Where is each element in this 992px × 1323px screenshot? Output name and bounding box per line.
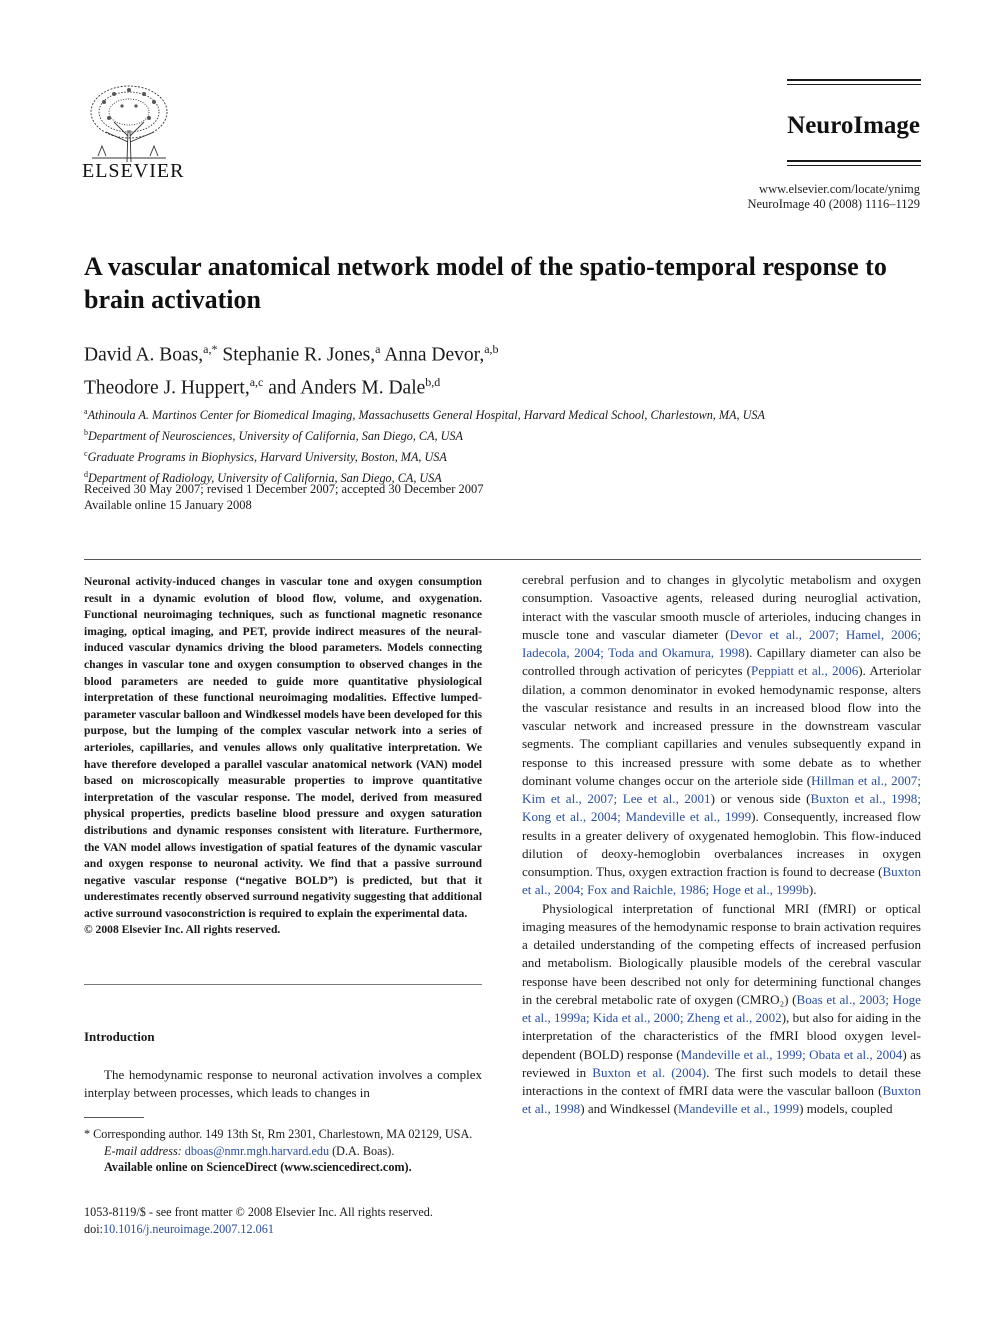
author-affil-sup: a,b	[484, 342, 499, 356]
citation-link[interactable]: Buxton et al. (2004)	[592, 1064, 707, 1080]
issn-line: 1053-8119/$ - see front matter © 2008 Elsevier Inc. All rights reserved.	[84, 1205, 433, 1219]
abstract-rule-top	[84, 559, 921, 560]
affiliation-text: Department of Neurosciences, University of California, San Diego, CA, USA	[88, 429, 463, 444]
paragraph-text: ) and Windkessel (	[580, 1101, 678, 1117]
header-rule-top-thin	[787, 84, 921, 85]
journal-meta	[747, 182, 920, 212]
paragraph-text: ) models, coupled	[799, 1101, 893, 1117]
citation-link[interactable]: Buxton et al., 1998; Kong et al., 2004; Mandeville et al., 1999	[522, 791, 921, 825]
paragraph-text: ).	[808, 882, 817, 898]
doi-link[interactable]: 10.1016/j.neuroimage.2007.12.061	[102, 1221, 274, 1236]
header-rule-bottom	[787, 160, 921, 162]
email-label: E-mail address:	[104, 1143, 182, 1158]
affiliation-list	[84, 403, 904, 487]
email-suffix: (D.A. Boas).	[332, 1143, 395, 1158]
available-date: Available online 15 January 2008	[84, 498, 252, 512]
affiliation	[84, 403, 904, 424]
affiliation-sup: a	[84, 407, 88, 416]
abstract	[84, 574, 482, 939]
citation-link[interactable]: Buxton et al., 2004; Fox and Raichle, 1986; Hoge et al., 1999b	[522, 864, 921, 898]
body-paragraph	[522, 571, 921, 900]
corresponding-author-note: * Corresponding author. 149 13th St, Rm 2301, Charlestown, MA 02129, USA.	[84, 1127, 473, 1141]
footnote-rule	[84, 1117, 144, 1118]
author-name[interactable]: Theodore J. Huppert,	[84, 377, 250, 398]
paragraph-text: Physiological interpretation of functional MRI (fMRI) or optical imaging measures of the hemodynamic response to brain activation requires a detailed understanding of the competing effects of increased perfusion and metabolism. Biologically plausible models of the cerebral vascular response have been described not only for determining functional changes in the cerebral metabolic rate of oxygen (CMRO₂) (	[522, 900, 921, 1007]
publisher-name: ELSEVIER	[82, 160, 185, 182]
author-list	[84, 336, 784, 401]
paragraph-text: cerebral perfusion and to changes in glycolytic metabolism and oxygen consumption. Vasoactive agents, released during neuroglial activation, interact with the vascular smooth muscle of arterioles, inducing changes in muscle tone and vascular diameter (	[522, 572, 921, 642]
affiliation-sup: c	[84, 449, 88, 459]
affiliation	[84, 424, 904, 445]
affiliation-sup: d	[84, 470, 88, 480]
header-rule-top	[787, 79, 921, 81]
right-column-text	[522, 571, 921, 1119]
citation-link[interactable]: Mandeville et al., 1999; Obata et al., 2004	[680, 1046, 903, 1062]
paragraph-text: ). Capillary diameter can also be controlled through activation of pericytes (	[522, 645, 921, 679]
header-rule-bottom-thin	[787, 165, 921, 166]
paragraph-text: ). Consequently, increased flow results in a greater delivery of oxygenated hemoglobin. This flow-induced dilution of deoxy-hemoglobin overbalances increases in oxygen consumption. Thus, oxygen extraction fraction is found to decrease (	[522, 809, 921, 879]
author-affil-sup: b,d	[425, 374, 441, 389]
doi-label: doi:	[84, 1221, 103, 1236]
article-title: A vascular anatomical network model of the spatio-temporal response to brain activation	[84, 252, 887, 314]
citation-link[interactable]: Hillman et al., 2007; Kim et al., 2007; Lee et al., 2001	[522, 772, 921, 806]
paragraph-text: . The first such models to detail these interactions in the context of fMRI data were the vascular balloon (	[522, 1064, 921, 1098]
affiliation-sup: b	[84, 428, 88, 438]
intro-paragraph: The hemodynamic response to neuronal activation involves a complex interplay between processes, which leads to changes in	[84, 1067, 482, 1100]
journal-citation: NeuroImage 40 (2008) 1116–1129	[747, 197, 920, 211]
paragraph-text: ), but also for aiding in the interpretation of the characteristics of the fMRI blood oxygen level-dependent (BOLD) response (	[522, 1010, 921, 1062]
author-name[interactable]: Anna Devor,	[384, 344, 485, 366]
affiliation-text: Athinoula A. Martinos Center for Biomedical Imaging, Massachusetts General Hospital, Harvard Medical School, Charlestown, MA, USA	[87, 408, 765, 423]
doi-line	[84, 1221, 433, 1238]
article-dates	[84, 481, 484, 513]
author-name[interactable]: David A. Boas,	[84, 344, 204, 366]
citation-link[interactable]: Boas et al., 2003; Hoge et al., 1999a; Kida et al., 2000; Zheng et al., 2002	[522, 991, 921, 1025]
journal-name: NeuroImage	[787, 112, 920, 139]
author-affil-sup: a,c	[249, 374, 264, 389]
paragraph-text: ) or venous side (	[710, 791, 811, 806]
affiliation-text: Department of Radiology, University of California, San Diego, CA, USA	[88, 471, 442, 486]
email-link[interactable]: dboas@nmr.mgh.harvard.edu	[184, 1143, 330, 1158]
paragraph-text: ). Arteriolar dilation, a common denominator in evoked hemodynamic response, alters the vascular resistance and results in an increased blood flow into the vascular network and increased pressure in the downstream vascular segments. The compliant capillaries and venules subsequently expand in response to this increased pressure with some debate as to whether dominant volume changes occur on the arteriole side (	[522, 663, 921, 788]
bottom-meta	[84, 1204, 433, 1237]
sciencedirect-note: Available online on ScienceDirect (www.sciencedirect.com).	[104, 1160, 412, 1174]
citation-link[interactable]: Mandeville et al., 1999	[677, 1101, 800, 1117]
citation-link[interactable]: Buxton et al., 1998	[522, 1083, 921, 1117]
received-dates: Received 30 May 2007; revised 1 December 2007; accepted 30 December 2007	[84, 482, 484, 496]
citation-link[interactable]: Peppiatt et al., 2006	[751, 663, 859, 679]
footnote	[84, 1126, 484, 1176]
elsevier-tree-logo	[84, 80, 174, 164]
abstract-rule-bottom	[84, 984, 482, 985]
section-heading-introduction: Introduction	[84, 1029, 155, 1044]
journal-url[interactable]: www.elsevier.com/locate/ynimg	[759, 182, 920, 196]
body-paragraph	[522, 900, 921, 1119]
author-name[interactable]: Stephanie R. Jones,	[222, 344, 376, 366]
email-line	[84, 1143, 484, 1160]
affiliation	[84, 445, 904, 466]
paragraph-text: ) as reviewed in	[522, 1046, 921, 1080]
citation-link[interactable]: Devor et al., 2007; Hamel, 2006; Iadecola, 2004; Toda and Okamura, 1998	[522, 626, 921, 660]
abstract-text: Neuronal activity-induced changes in vascular tone and oxygen consumption result in a dynamic evolution of blood flow, volume, and oxygenation. Functional neuroimaging techniques, such as functional magnetic resonance imaging, optical imaging, and PET, provide indirect measures of the neural-induced vascular dynamics driving the blood parameters. Models connecting changes in vascular tone and oxygen consumption to observed changes in the blood parameters are needed to guide more quantitative physiological interpretation of these functional neuroimaging modalities. Effective lumped-parameter vascular balloon and Windkessel models have been developed for this purpose, but the lumping of the complex vascular network into a series of arterioles, capillaries, and venules allows only qualitative interpretation. We have therefore developed a parallel vascular anatomical network (VAN) model based on microscopically measurable properties to improve quantitative interpretation of the vascular response. The model, derived from measured physical properties, predicts baseline blood pressure and oxygen saturation distributions and dynamic responses consistent with literature. Furthermore, the VAN model allows investigation of spatial features of the dynamic vascular and oxygen response to neuronal activity. We find that a passive surround negative vascular response (“negative BOLD”) is predicted, but that it underestimates recently observed surround negativity suggesting that additional active surround vasoconstriction is required to explain the experimental data.	[84, 575, 482, 920]
author-name[interactable]: and Anders M. Dale	[268, 377, 426, 398]
abstract-copyright: © 2008 Elsevier Inc. All rights reserved.	[84, 923, 281, 937]
author-affil-sup: a	[375, 342, 381, 356]
affiliation-text: Graduate Programs in Biophysics, Harvard University, Boston, MA, USA	[87, 450, 447, 465]
author-affil-sup: a,*	[203, 342, 218, 356]
